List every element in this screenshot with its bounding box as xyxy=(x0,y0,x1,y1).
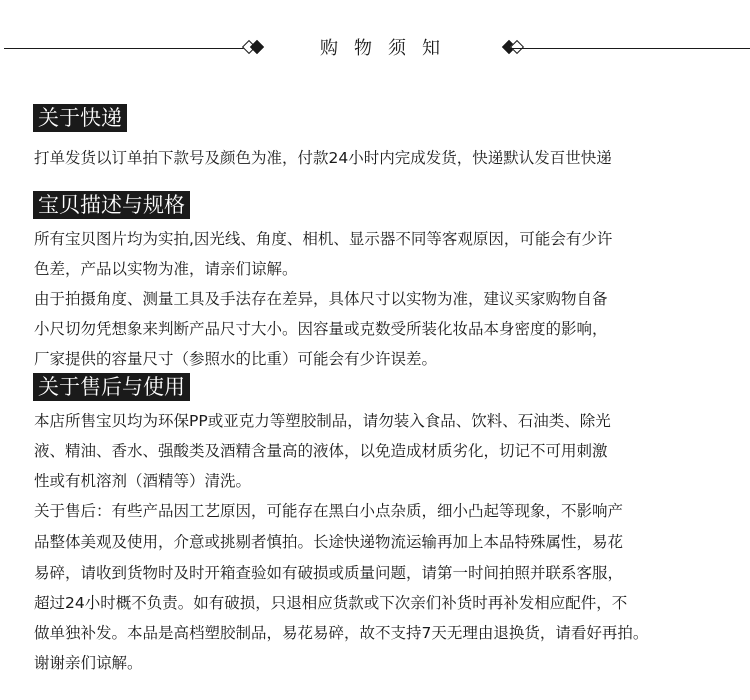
after-sales-text-line: 性或有机溶剂（酒精等）清洗。 xyxy=(34,472,252,490)
after-sales-text-line: 易碎，请收到货物时及时开箱查验如有破损或质量问题，请第一时间拍照并联系客服， xyxy=(34,564,624,582)
after-sales-text-line: 品整体美观及使用，介意或挑剔者慎拍。长途快递物流运输再加上本品特殊属性，易花 xyxy=(34,533,624,551)
page-header xyxy=(0,30,750,66)
section-title-after-sales: 关于售后与使用 xyxy=(33,373,190,401)
description-text-line: 厂家提供的容量尺寸（参照水的比重）可能会有少许误差。 xyxy=(34,350,438,368)
description-text-line: 所有宝贝图片均为实拍,因光线、角度、相机、显示器不同等客观原因，可能会有少许 xyxy=(34,230,613,248)
shipping-text-line: 打单发货以订单拍下款号及颜色为准，付款24小时内完成发货，快递默认发百世快递 xyxy=(34,149,612,167)
after-sales-text-line: 超过24小时概不负责。如有破损，只退相应货款或下次亲们补货时再补发相应配件，不 xyxy=(34,594,628,612)
after-sales-text-line: 液、精油、香水、强酸类及酒精含量高的液体，以免造成材质劣化，切记不可用刺激 xyxy=(34,442,608,460)
description-text-line: 色差，产品以实物为准，请亲们谅解。 xyxy=(34,260,298,278)
description-text-line: 由于拍摄角度、测量工具及手法存在差异，具体尺寸以实物为准，建议买家购物自备 xyxy=(34,290,608,308)
after-sales-text-line: 本店所售宝贝均为环保PP或亚克力等塑胶制品，请勿装入食品、饮料、石油类、除光 xyxy=(34,412,611,430)
header-right-rule xyxy=(510,48,750,49)
page-title: 购物须知 xyxy=(320,38,456,59)
after-sales-text-line: 关于售后：有些产品因工艺原因，可能存在黑白小点杂质，细小凸起等现象，不影响产 xyxy=(34,502,624,520)
after-sales-text-line: 做单独补发。本品是高档塑胶制品，易花易碎，故不支持7天无理由退换货，请看好再拍。 xyxy=(34,624,649,642)
after-sales-text-line: 谢谢亲们谅解。 xyxy=(34,654,143,672)
section-title-description: 宝贝描述与规格 xyxy=(33,191,190,219)
header-left-rule xyxy=(4,48,250,49)
description-text-line: 小尺切勿凭想象来判断产品尺寸大小。因容量或克数受所装化妆品本身密度的影响， xyxy=(34,320,608,338)
section-title-shipping: 关于快递 xyxy=(33,104,127,132)
